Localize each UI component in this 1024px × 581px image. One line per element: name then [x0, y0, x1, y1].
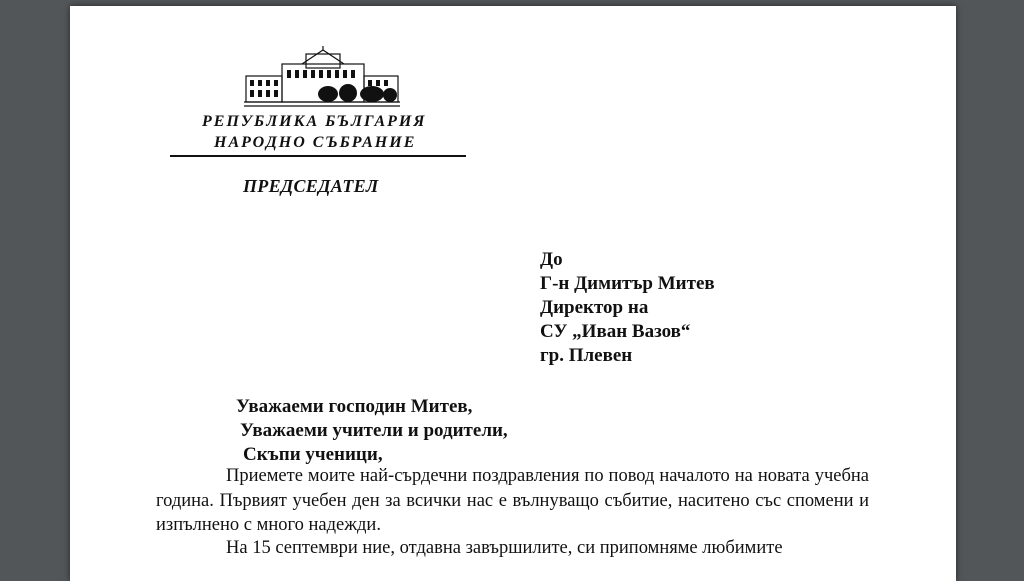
recipient-address [540, 248, 715, 368]
parliament-building-icon [244, 46, 400, 108]
document-page [70, 6, 956, 581]
greeting-line: Уважаеми господин Митев, [236, 396, 473, 417]
body-paragraph: На 15 септември ние, отдавна завършилите, си припомняме любимите [226, 538, 783, 558]
address-line: До [540, 249, 563, 270]
letterhead-divider [170, 155, 466, 157]
address-line: Директор на [540, 297, 649, 318]
greeting-line: Скъпи ученици, [243, 444, 383, 465]
address-line: гр. Плевен [540, 345, 633, 366]
greeting-line: Уважаеми учители и родители, [240, 420, 508, 441]
address-line: Г-н Димитър Митев [540, 273, 715, 294]
letterhead-country: РЕПУБЛИКА БЪЛГАРИЯ [202, 113, 427, 130]
body-paragraph: Приемете моите най-сърдечни поздравления по повод началото на новата учебна година. Първият учебен ден за всички нас е вълнуващо събитие, наситено със спомени и изпълнено с много надежди. [156, 466, 869, 535]
sender-title: ПРЕДСЕДАТЕЛ [243, 176, 379, 196]
address-line: СУ „Иван Вазов“ [540, 321, 691, 342]
letterhead-institution: НАРОДНО СЪБРАНИЕ [214, 134, 417, 151]
